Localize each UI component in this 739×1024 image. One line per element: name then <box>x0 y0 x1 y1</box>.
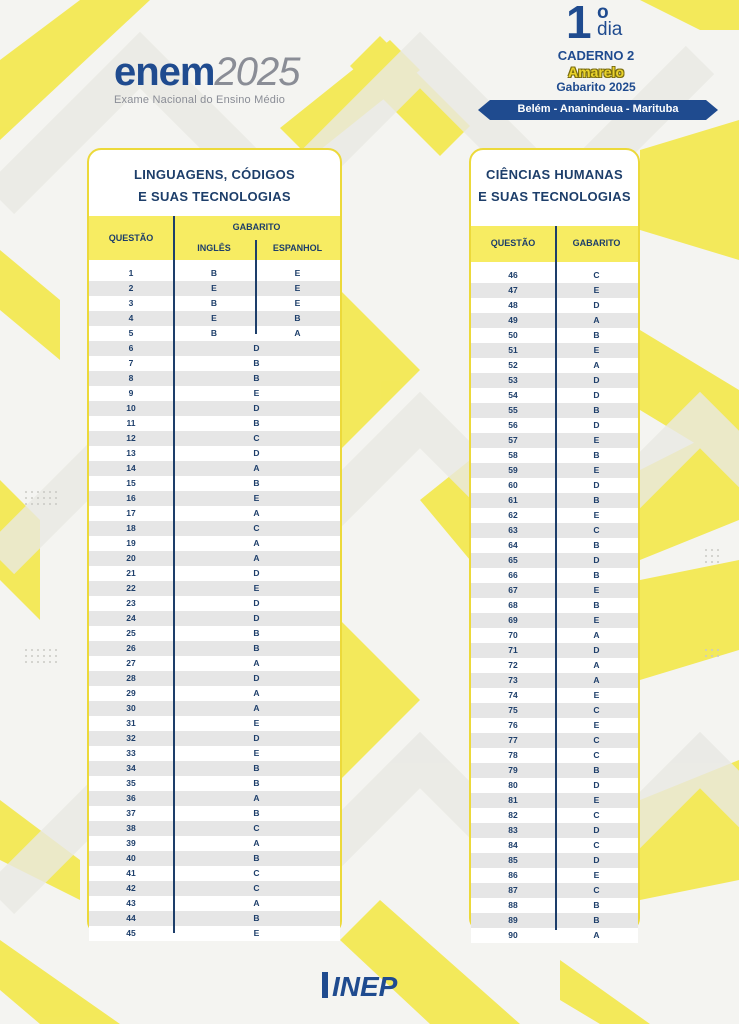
caderno-label: CADERNO 2 <box>557 48 635 63</box>
answer: B <box>253 373 260 383</box>
humanas-title-line1: CIÊNCIAS HUMANAS <box>486 167 623 182</box>
question-number: 25 <box>126 628 136 638</box>
answer: D <box>593 555 600 565</box>
answer: D <box>593 780 600 790</box>
question-number: 77 <box>508 735 518 745</box>
answer: D <box>253 568 260 578</box>
question-number: 4 <box>128 313 134 323</box>
answer: D <box>253 598 260 608</box>
answer: E <box>253 748 260 758</box>
column-divider <box>173 216 175 933</box>
table-row <box>89 491 340 506</box>
answer: E <box>593 585 600 595</box>
question-number: 16 <box>126 493 136 503</box>
table-row <box>89 686 340 701</box>
table-row <box>89 911 340 926</box>
header-gabarito: GABARITO <box>232 222 281 232</box>
answer: E <box>593 345 600 355</box>
inep-logo-text: INEP <box>332 971 398 1002</box>
question-number: 78 <box>508 750 518 760</box>
question-number: 81 <box>508 795 518 805</box>
answer: C <box>253 433 260 443</box>
table-row <box>89 896 340 911</box>
table-row <box>89 866 340 881</box>
table-row <box>89 341 340 356</box>
table-row <box>89 776 340 791</box>
answer: A <box>253 688 260 698</box>
answer: B <box>593 900 600 910</box>
answer: C <box>593 525 600 535</box>
answer: A <box>593 630 600 640</box>
answer: D <box>253 673 260 683</box>
answer: A <box>253 538 260 548</box>
answer: D <box>593 300 600 310</box>
answer: B <box>593 330 600 340</box>
table-row <box>89 746 340 761</box>
answer: A <box>253 793 260 803</box>
table-row <box>89 521 340 536</box>
question-number: 82 <box>508 810 518 820</box>
question-number: 74 <box>508 690 518 700</box>
question-number: 39 <box>126 838 136 848</box>
answer: D <box>253 343 260 353</box>
answer: B <box>593 600 600 610</box>
question-number: 79 <box>508 765 518 775</box>
question-number: 12 <box>126 433 136 443</box>
header-espanhol: ESPANHOL <box>272 243 323 253</box>
answer: D <box>253 403 260 413</box>
question-number: 2 <box>128 283 134 293</box>
question-number: 10 <box>126 403 136 413</box>
linguagens-header-row <box>89 216 340 260</box>
question-number: 35 <box>126 778 136 788</box>
answer: C <box>593 270 600 280</box>
question-number: 83 <box>508 825 518 835</box>
answer: E <box>593 870 600 880</box>
table-row <box>89 626 340 641</box>
question-number: 49 <box>508 315 518 325</box>
answer: E <box>593 435 600 445</box>
answer: B <box>253 478 260 488</box>
answer: A <box>253 463 260 473</box>
answer: C <box>593 750 600 760</box>
answer-espanhol: E <box>294 298 301 308</box>
question-number: 57 <box>508 435 518 445</box>
answer: B <box>593 495 600 505</box>
answer: C <box>593 735 600 745</box>
question-number: 26 <box>126 643 136 653</box>
answer: E <box>253 493 260 503</box>
answer: A <box>593 675 600 685</box>
answer: D <box>593 480 600 490</box>
table-row <box>89 296 340 311</box>
table-row <box>89 416 340 431</box>
table-row <box>89 371 340 386</box>
question-number: 51 <box>508 345 518 355</box>
answer: E <box>593 720 600 730</box>
answer: B <box>593 405 600 415</box>
table-row <box>89 446 340 461</box>
answer: A <box>253 838 260 848</box>
question-number: 68 <box>508 600 518 610</box>
answer: C <box>593 885 600 895</box>
humanas-title <box>471 150 638 226</box>
question-number: 88 <box>508 900 518 910</box>
answer: A <box>253 658 260 668</box>
question-number: 32 <box>126 733 136 743</box>
answer: E <box>253 583 260 593</box>
linguagens-title <box>89 150 340 216</box>
table-row <box>89 641 340 656</box>
question-number: 84 <box>508 840 518 850</box>
answer-espanhol: A <box>294 328 301 338</box>
question-number: 66 <box>508 570 518 580</box>
table-row <box>89 506 340 521</box>
answer: C <box>593 705 600 715</box>
question-number: 65 <box>508 555 518 565</box>
table-row <box>89 611 340 626</box>
question-number: 80 <box>508 780 518 790</box>
question-number: 38 <box>126 823 136 833</box>
table-row <box>89 731 340 746</box>
caderno-info <box>520 48 672 95</box>
table-row <box>89 356 340 371</box>
answer: A <box>593 660 600 670</box>
question-number: 63 <box>508 525 518 535</box>
answer: B <box>593 765 600 775</box>
table-row <box>89 551 340 566</box>
question-number: 64 <box>508 540 518 550</box>
question-number: 34 <box>126 763 136 773</box>
table-row <box>89 581 340 596</box>
answer: E <box>253 718 260 728</box>
question-number: 15 <box>126 478 136 488</box>
question-number: 70 <box>508 630 518 640</box>
table-row <box>89 326 340 341</box>
answer: D <box>593 420 600 430</box>
question-number: 58 <box>508 450 518 460</box>
question-number: 29 <box>126 688 136 698</box>
column-divider <box>555 226 557 930</box>
table-row <box>89 821 340 836</box>
question-number: 89 <box>508 915 518 925</box>
question-number: 18 <box>126 523 136 533</box>
answer: D <box>253 448 260 458</box>
answer: D <box>593 645 600 655</box>
answer-espanhol: E <box>294 283 301 293</box>
table-row <box>89 431 340 446</box>
table-row <box>89 851 340 866</box>
day-ordinal: o <box>597 2 609 23</box>
linguagens-answer-table <box>87 148 342 938</box>
answer: B <box>253 853 260 863</box>
answer: C <box>253 868 260 878</box>
answer: E <box>593 615 600 625</box>
table-row <box>89 596 340 611</box>
answer: B <box>593 540 600 550</box>
answer: B <box>253 913 260 923</box>
day-number: 1 <box>566 0 592 48</box>
table-row <box>89 536 340 551</box>
answer: E <box>593 285 600 295</box>
question-number: 17 <box>126 508 136 518</box>
question-number: 86 <box>508 870 518 880</box>
question-number: 13 <box>126 448 136 458</box>
question-number: 71 <box>508 645 518 655</box>
answer: B <box>253 763 260 773</box>
caderno-color: Amarelo <box>567 64 625 80</box>
answer: C <box>253 523 260 533</box>
city-banner <box>478 100 718 120</box>
table-row <box>89 461 340 476</box>
question-number: 5 <box>128 328 134 338</box>
table-row <box>89 476 340 491</box>
question-number: 46 <box>508 270 518 280</box>
answer-espanhol: B <box>294 313 301 323</box>
day-word: dia <box>597 19 623 40</box>
answer: A <box>253 898 260 908</box>
question-number: 9 <box>128 388 134 398</box>
header-questao: QUESTÃO <box>108 233 154 243</box>
answer: B <box>253 418 260 428</box>
answer-ingles: E <box>211 313 217 323</box>
answer: D <box>253 733 260 743</box>
answer: B <box>593 915 600 925</box>
question-number: 33 <box>126 748 136 758</box>
question-number: 24 <box>126 613 136 623</box>
table-row <box>89 701 340 716</box>
answer: E <box>253 928 260 938</box>
answer-espanhol: E <box>294 268 301 278</box>
question-number: 76 <box>508 720 518 730</box>
language-divider <box>255 240 257 334</box>
answer: E <box>593 465 600 475</box>
gabarito-year: Gabarito 2025 <box>556 80 636 94</box>
table-row <box>89 266 340 281</box>
question-number: 14 <box>126 463 136 473</box>
linguagens-rows <box>89 260 340 941</box>
question-number: 73 <box>508 675 518 685</box>
table-row <box>89 791 340 806</box>
question-number: 8 <box>128 373 134 383</box>
answer: B <box>593 570 600 580</box>
answer-ingles: B <box>210 298 218 308</box>
humanas-title-line2: E SUAS TECNOLOGIAS <box>478 189 631 204</box>
answer: C <box>593 840 600 850</box>
table-row <box>89 386 340 401</box>
answer: E <box>593 510 600 520</box>
linguagens-title-line2: E SUAS TECNOLOGIAS <box>138 189 291 204</box>
table-row <box>471 928 638 943</box>
answer: C <box>593 810 600 820</box>
question-number: 6 <box>128 343 134 353</box>
question-number: 60 <box>508 480 518 490</box>
question-number: 11 <box>126 418 136 428</box>
inep-logo <box>322 970 418 1000</box>
humanas-answer-table <box>469 148 640 940</box>
logo-enem-text: enem <box>114 50 215 94</box>
answer: B <box>253 358 260 368</box>
question-number: 87 <box>508 885 518 895</box>
question-number: 20 <box>126 553 136 563</box>
table-row <box>89 656 340 671</box>
table-row <box>89 926 340 941</box>
question-number: 30 <box>126 703 136 713</box>
answer: D <box>593 375 600 385</box>
answer: E <box>593 690 600 700</box>
table-row <box>89 836 340 851</box>
answer: E <box>253 388 260 398</box>
question-number: 62 <box>508 510 518 520</box>
answer-ingles: B <box>210 268 218 278</box>
answer: C <box>253 883 260 893</box>
enem-logo <box>114 52 299 106</box>
city-list: Belém - Ananindeua - Marituba <box>517 103 679 115</box>
question-number: 22 <box>126 583 136 593</box>
question-number: 21 <box>126 568 136 578</box>
answer: A <box>253 553 260 563</box>
question-number: 67 <box>508 585 518 595</box>
table-row <box>89 761 340 776</box>
answer-ingles: B <box>210 328 218 338</box>
table-row <box>89 716 340 731</box>
answer: C <box>253 823 260 833</box>
answer: D <box>593 825 600 835</box>
linguagens-title-line1: LINGUAGENS, CÓDIGOS <box>134 167 295 182</box>
header-questao: QUESTÃO <box>490 238 536 248</box>
day-indicator <box>566 0 623 48</box>
question-number: 7 <box>128 358 134 368</box>
answer: D <box>593 855 600 865</box>
question-number: 85 <box>508 855 518 865</box>
table-row <box>89 401 340 416</box>
question-number: 55 <box>508 405 518 415</box>
answer: A <box>253 703 260 713</box>
answer: A <box>253 508 260 518</box>
answer: E <box>593 795 600 805</box>
question-number: 72 <box>508 660 518 670</box>
answer: D <box>253 613 260 623</box>
question-number: 23 <box>126 598 136 608</box>
answer: A <box>593 315 600 325</box>
answer: B <box>253 628 260 638</box>
question-number: 42 <box>126 883 136 893</box>
question-number: 3 <box>128 298 134 308</box>
question-number: 90 <box>508 930 518 940</box>
question-number: 48 <box>508 300 518 310</box>
question-number: 59 <box>508 465 518 475</box>
answer: B <box>253 643 260 653</box>
question-number: 61 <box>508 495 518 505</box>
table-row <box>89 806 340 821</box>
answer-ingles: E <box>211 283 217 293</box>
question-number: 37 <box>126 808 136 818</box>
logo-year-text: 2025 <box>214 50 300 94</box>
question-number: 50 <box>508 330 518 340</box>
answer: B <box>253 808 260 818</box>
question-number: 43 <box>126 898 136 908</box>
answer: A <box>593 930 600 940</box>
question-number: 45 <box>126 928 136 938</box>
question-number: 36 <box>126 793 136 803</box>
answer: A <box>593 360 600 370</box>
answer: B <box>253 778 260 788</box>
answer: D <box>593 390 600 400</box>
answer: B <box>593 450 600 460</box>
header-ingles: INGLÊS <box>197 243 231 253</box>
header-gabarito: GABARITO <box>572 238 621 248</box>
question-number: 1 <box>128 268 134 278</box>
table-row <box>89 566 340 581</box>
logo-subtitle: Exame Nacional do Ensino Médio <box>114 94 286 106</box>
question-number: 47 <box>508 285 518 295</box>
question-number: 56 <box>508 420 518 430</box>
question-number: 53 <box>508 375 518 385</box>
question-number: 52 <box>508 360 518 370</box>
question-number: 44 <box>126 913 136 923</box>
question-number: 75 <box>508 705 518 715</box>
question-number: 40 <box>126 853 136 863</box>
question-number: 19 <box>126 538 136 548</box>
question-number: 54 <box>508 390 518 400</box>
table-row <box>89 671 340 686</box>
question-number: 41 <box>126 868 136 878</box>
question-number: 27 <box>126 658 136 668</box>
table-row <box>89 281 340 296</box>
question-number: 31 <box>126 718 136 728</box>
question-number: 28 <box>126 673 136 683</box>
table-row <box>89 881 340 896</box>
question-number: 69 <box>508 615 518 625</box>
table-row <box>89 311 340 326</box>
